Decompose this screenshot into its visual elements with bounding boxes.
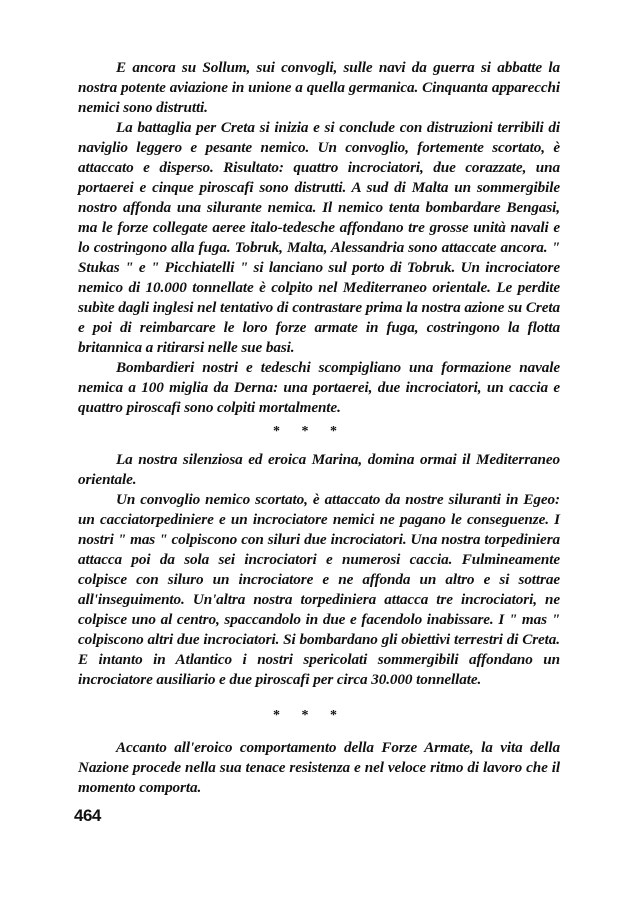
paragraph-marina: La nostra silenziosa ed eroica Marina, domina ormai il Mediterraneo orientale. — [78, 451, 560, 488]
text-section-middle — [78, 450, 560, 690]
section-separator: * * * — [273, 708, 346, 723]
paragraph-nazione: Accanto all'eroico comportamento della Forze Armate, la vita della Nazione procede nella sua tenace resistenza e nel veloce ritmo di lavoro che il momento comporta. — [78, 739, 560, 796]
page-number: 464 — [74, 806, 101, 825]
paragraph-creta: La battaglia per Creta si inizia e si conclude con distruzioni terribili di naviglio leggero e pesante nemico. Un convoglio, fortemente scortato, è attaccato e disperso. Risultato: quattro incrociatori, due corazzate, una portaerei e cinque piroscafi sono distrutti. A sud di Malta un sommergibile nostro affonda una silurante nemica. Il nemico tenta bombardare Bengasi, ma le forze collegate aeree italo-tedesche affondano tre grosse unità navali e lo costringono alla fuga. Tobruk, Malta, Alessandria sono attaccate ancora. " Stukas " e " Picchiatelli " si lanciano sul porto di Tobruk. Un incrociatore nemico di 10.000 tonnellate è colpito nel Mediterraneo orientale. Le perdite subìte dagli inglesi nel tentativo di contrastare prima la nostra azione su Creta e poi di reimbarcare le loro forze armate in fuga, costringono la flotta britannica a ritirarsi nelle sue basi. — [78, 119, 560, 356]
text-section-bottom — [78, 738, 560, 798]
section-separator: * * * — [273, 424, 346, 439]
paragraph-convoglio: Un convoglio nemico scortato, è attaccato da nostre siluranti in Egeo: un cacciatorpediniere e un incrociatore nemici ne pagano le conseguenze. I nostri " mas " colpiscono con siluri due incrociatori. Una nostra torpediniera attacca poi da sola sei incrociatori e numerosi caccia. Fulmineamente colpisce con siluro un incrociatore e ne affonda un altro e si sottrae all'inseguimento. Un'altra nostra torpediniera attacca tre incrociatori, ne colpisce uno al centro, spaccandolo in due e facendolo inabissare. I " mas " colpiscono altri due incrociatori. Si bombardano gli obiettivi terrestri di Creta. E intanto in Atlantico i nostri spericolati sommergibili affondano un incrociatore ausiliario e due piroscafi per circa 30.000 tonnellate. — [78, 491, 560, 688]
paragraph-derna: Bombardieri nostri e tedeschi scompigliano una formazione navale nemica a 100 miglia da Derna: una portaerei, due incrociatori, un caccia e quattro piroscafi sono colpiti mortalmente. — [78, 359, 560, 416]
text-section-top — [78, 58, 560, 418]
paragraph-sollum: E ancora su Sollum, sui convogli, sulle navi da guerra si abbatte la nostra potente aviazione in unione a quella germanica. Cinquanta apparecchi nemici sono distrutti. — [78, 59, 560, 116]
